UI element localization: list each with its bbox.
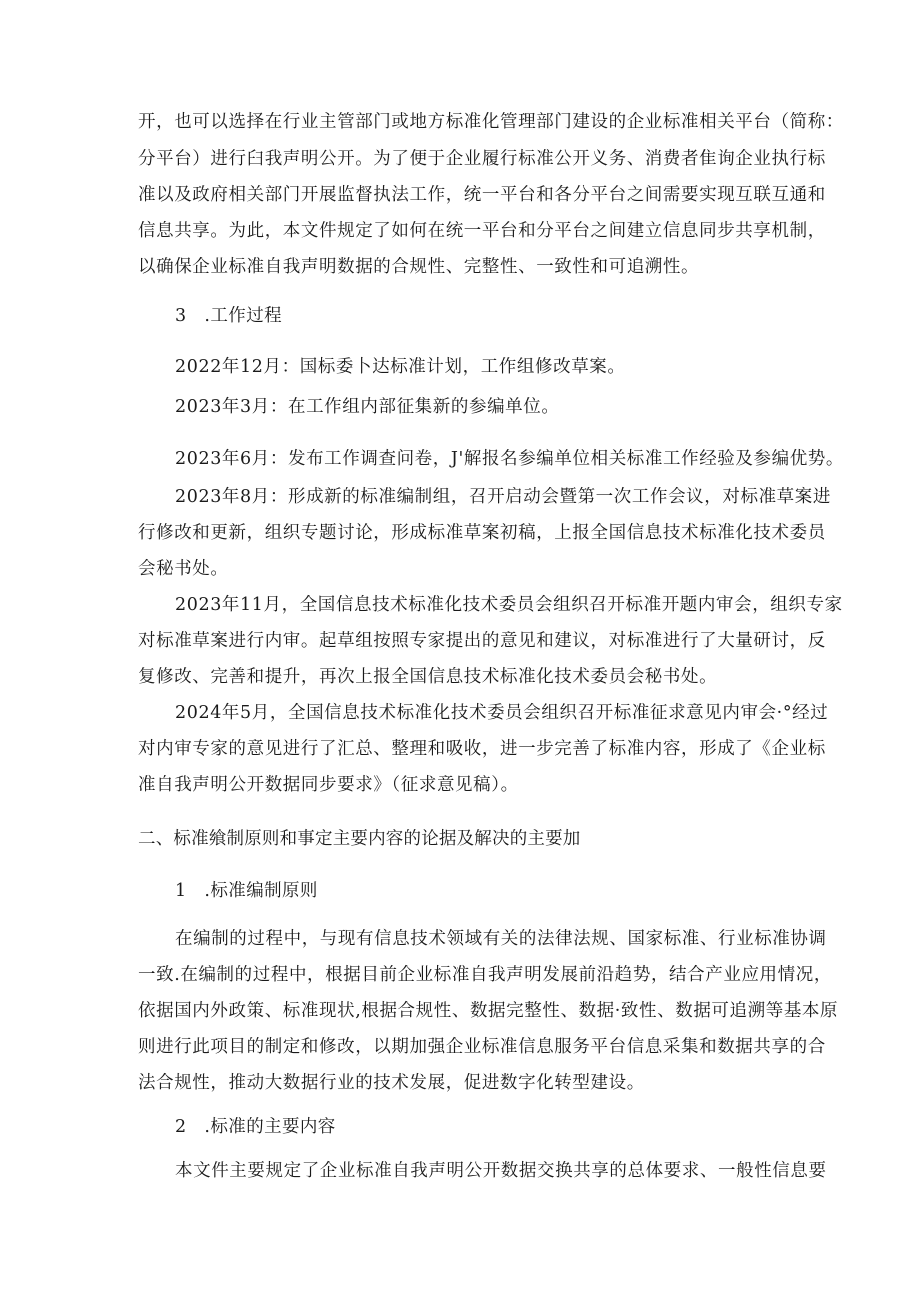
- timeline-entry-2024-5-line-3: 准自我声明公开数据同步要求》（征求意见稿）。: [138, 775, 519, 795]
- principles-line-3: 依据国内外政策、标准现状,根据合规性、数据完整性、数据·致性、数据可追溯等基本原: [138, 1001, 839, 1021]
- principles-line-5: 法合规性，推动大数据行业的技术发展，促进数字化转型建设。: [138, 1073, 645, 1093]
- timeline-entry-2023-8-line-3: 会秘书处。: [138, 559, 229, 579]
- timeline-entry-2023-8-line-1: 2023年8月：形成新的标准编制组，召开启动会暨第一次工作会议，对标准草案进: [175, 487, 831, 507]
- timeline-entry-2023-3: 2023年3月：在工作组内部征集新的参编单位。: [175, 397, 560, 417]
- timeline-entry-2023-11-line-2: 对标准草案进行内审。起草组按照专家提出的意见和建议，对标准进行了大量研讨，反: [138, 631, 826, 651]
- intro-line-3: 准以及政府相关部门开展监督执法工作，统一平台和各分平台之间需要实现互联互通和: [138, 185, 826, 205]
- intro-line-4: 信息共享。为此，本文件规定了如何在统一平台和分平台之间建立信息同步共享机制，: [138, 221, 826, 241]
- main-content-heading: 2 .标准的主要内容: [175, 1117, 336, 1137]
- intro-line-5: 以确保企业标准自我声明数据的合规性、完整性、一致性和可追溯性。: [138, 257, 700, 277]
- work-process-heading: 3 .工作过程: [175, 306, 282, 326]
- timeline-entry-2022-12: 2022年12月：国标委卜达标准计划，工作组修改草案。: [175, 357, 626, 377]
- main-content-line-1: 本文件主要规定了企业标准自我声明公开数据交换共享的总体要求、一般性信息要: [175, 1161, 827, 1181]
- timeline-entry-2024-5-line-1: 2024年5月，全国信息技术标准化技术委员会组织召开标准征求意见内审会·°经过: [175, 703, 829, 723]
- timeline-entry-2023-6: 2023年6月：发布工作调查问卷，J'解报名参编单位相关标准工作经验及参编优势。: [175, 449, 844, 469]
- principles-line-1: 在编制的过程中，与现有信息技术领域有关的法律法规、国家标准、行业标准协调: [175, 929, 827, 949]
- principles-line-4: 则进行此项目的制定和修改，以期加强企业标准信息服务平台信息采集和数据共享的合: [138, 1037, 826, 1057]
- timeline-entry-2023-11-line-1: 2023年11月，全国信息技术标准化技术委员会组织召开标准开题内审会，组织专家: [175, 595, 843, 615]
- intro-line-2: 分平台）进行臼我声明公开。为了便于企业履行标准公开义务、消费者隹询企业执行标: [138, 149, 826, 169]
- principles-line-2: 一致.在编制的过程中，根据目前企业标准自我声明发展前沿趋势，结合产业应用情况，: [138, 965, 832, 985]
- timeline-entry-2023-11-line-3: 复修改、完善和提升，再次上报全国信息技术标准化技术委员会秘书处。: [138, 667, 718, 687]
- timeline-entry-2024-5-line-2: 对内审专家的意见进行了汇总、整理和吸收，进一步完善了标准内容，形成了《企业标: [138, 739, 826, 759]
- intro-line-1: 开，也可以选择在行业主管部门或地方标准化管理部门建设的企业标准相关平台（简称：: [138, 112, 844, 132]
- principles-heading: 1 .标准编制原则: [175, 881, 318, 901]
- timeline-entry-2023-8-line-2: 行修改和更新，组织专题讨论，形成标准草案初稿，上报全国信息技术标准化技术委员: [138, 523, 826, 543]
- section-two-heading: 二、标准飨制原则和事定主要内容的论据及解决的主要加: [138, 829, 581, 849]
